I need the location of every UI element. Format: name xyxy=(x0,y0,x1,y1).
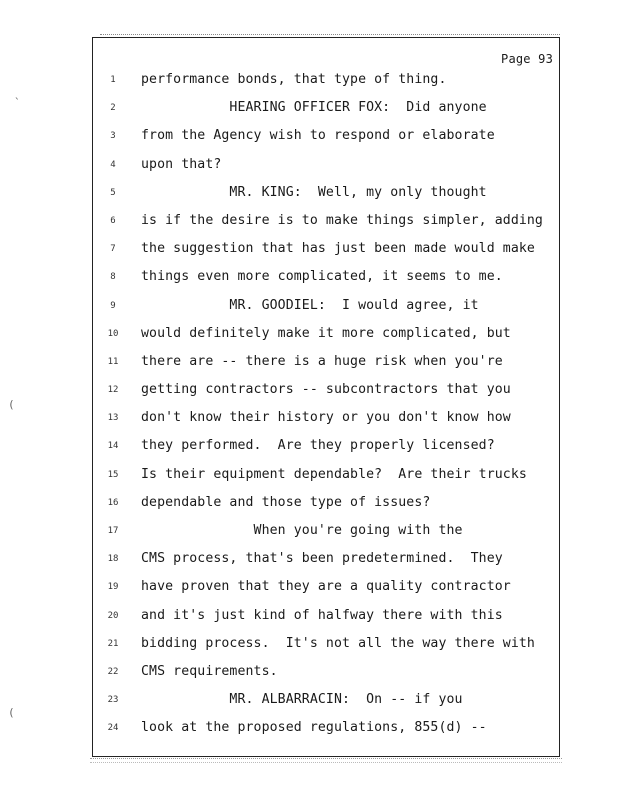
transcript-line xyxy=(93,493,559,521)
line-text: HEARING OFFICER FOX: Did anyone xyxy=(141,100,487,116)
line-text: CMS requirements. xyxy=(141,663,278,679)
line-number: 20 xyxy=(107,610,119,621)
margin-mark: ` xyxy=(14,96,21,109)
transcript-line xyxy=(93,606,559,634)
line-number: 23 xyxy=(107,695,119,706)
line-number: 3 xyxy=(110,131,116,142)
transcript-line xyxy=(93,211,559,239)
line-text: MR. KING: Well, my only thought xyxy=(141,184,487,200)
line-text: Is their equipment dependable? Are their trucks xyxy=(141,466,527,482)
line-number: 19 xyxy=(107,582,119,593)
line-number: 1 xyxy=(110,75,116,85)
transcript-line xyxy=(93,690,559,718)
line-text: is if the desire is to make things simpler, adding xyxy=(141,212,543,228)
line-number: 5 xyxy=(110,187,116,198)
line-number: 21 xyxy=(107,638,119,649)
transcript-line xyxy=(93,267,559,295)
line-number: 4 xyxy=(110,159,116,170)
transcript-line xyxy=(93,436,559,464)
transcript-line xyxy=(93,577,559,605)
line-text: from the Agency wish to respond or elaborate xyxy=(141,128,495,144)
line-text: dependable and those type of issues? xyxy=(141,494,431,510)
line-text: When you're going with the xyxy=(141,523,463,538)
transcript-line xyxy=(93,408,559,436)
line-text: bidding process. It's not all the way there with xyxy=(141,635,535,651)
transcript-line xyxy=(93,718,559,746)
line-text: don't know their history or you don't know how xyxy=(141,410,511,426)
line-number: 17 xyxy=(107,526,119,536)
transcript-line xyxy=(93,521,559,549)
line-number: 13 xyxy=(107,413,119,424)
transcript-line xyxy=(93,549,559,577)
transcript-line xyxy=(93,98,559,126)
line-number: 12 xyxy=(107,385,119,396)
transcript-line xyxy=(93,465,559,493)
line-number: 6 xyxy=(110,215,116,226)
line-text: upon that? xyxy=(141,156,222,172)
page-number: Page 93 xyxy=(501,52,553,66)
transcript-line xyxy=(93,380,559,408)
line-text: would definitely make it more complicated, but xyxy=(141,325,511,341)
transcript-line xyxy=(93,352,559,380)
line-number: 22 xyxy=(107,666,119,677)
line-text: there are -- there is a huge risk when you're xyxy=(141,353,503,369)
line-text: things even more complicated, it seems to me. xyxy=(141,269,503,285)
line-number: 11 xyxy=(107,356,119,367)
line-number: 18 xyxy=(107,554,119,565)
transcript-line xyxy=(93,324,559,352)
line-text: have proven that they are a quality contractor xyxy=(141,579,511,595)
line-number: 2 xyxy=(110,103,116,114)
line-text: CMS process, that's been predetermined. They xyxy=(141,551,503,567)
transcript-line xyxy=(93,126,559,154)
line-number: 15 xyxy=(107,469,119,480)
line-text: the suggestion that has just been made would make xyxy=(141,241,535,257)
line-number: 7 xyxy=(110,244,116,255)
line-number: 16 xyxy=(107,497,119,508)
margin-mark: ( xyxy=(8,706,15,719)
margin-mark: ( xyxy=(8,398,15,411)
transcript-line xyxy=(93,70,559,98)
line-text: they performed. Are they properly licensed? xyxy=(141,438,495,454)
line-number: 8 xyxy=(110,272,116,283)
transcript-line xyxy=(93,155,559,183)
line-text: and it's just kind of halfway there with this xyxy=(141,607,503,623)
line-number: 9 xyxy=(110,300,116,311)
transcript-line xyxy=(93,662,559,690)
transcript-line xyxy=(93,239,559,267)
transcript-page xyxy=(92,37,560,757)
transcript-line xyxy=(93,634,559,662)
line-text: look at the proposed regulations, 855(d) -- xyxy=(141,720,487,736)
line-text: performance bonds, that type of thing. xyxy=(141,72,447,87)
transcript-line xyxy=(93,296,559,324)
line-text: MR. ALBARRACIN: On -- if you xyxy=(141,692,463,708)
line-number: 24 xyxy=(107,723,119,734)
line-number: 10 xyxy=(107,328,119,339)
line-number: 14 xyxy=(107,441,119,452)
transcript-lines xyxy=(93,70,559,747)
scan-artifact-bottom xyxy=(90,758,562,763)
line-text: MR. GOODIEL: I would agree, it xyxy=(141,297,479,313)
transcript-line xyxy=(93,183,559,211)
line-text: getting contractors -- subcontractors that you xyxy=(141,382,511,398)
